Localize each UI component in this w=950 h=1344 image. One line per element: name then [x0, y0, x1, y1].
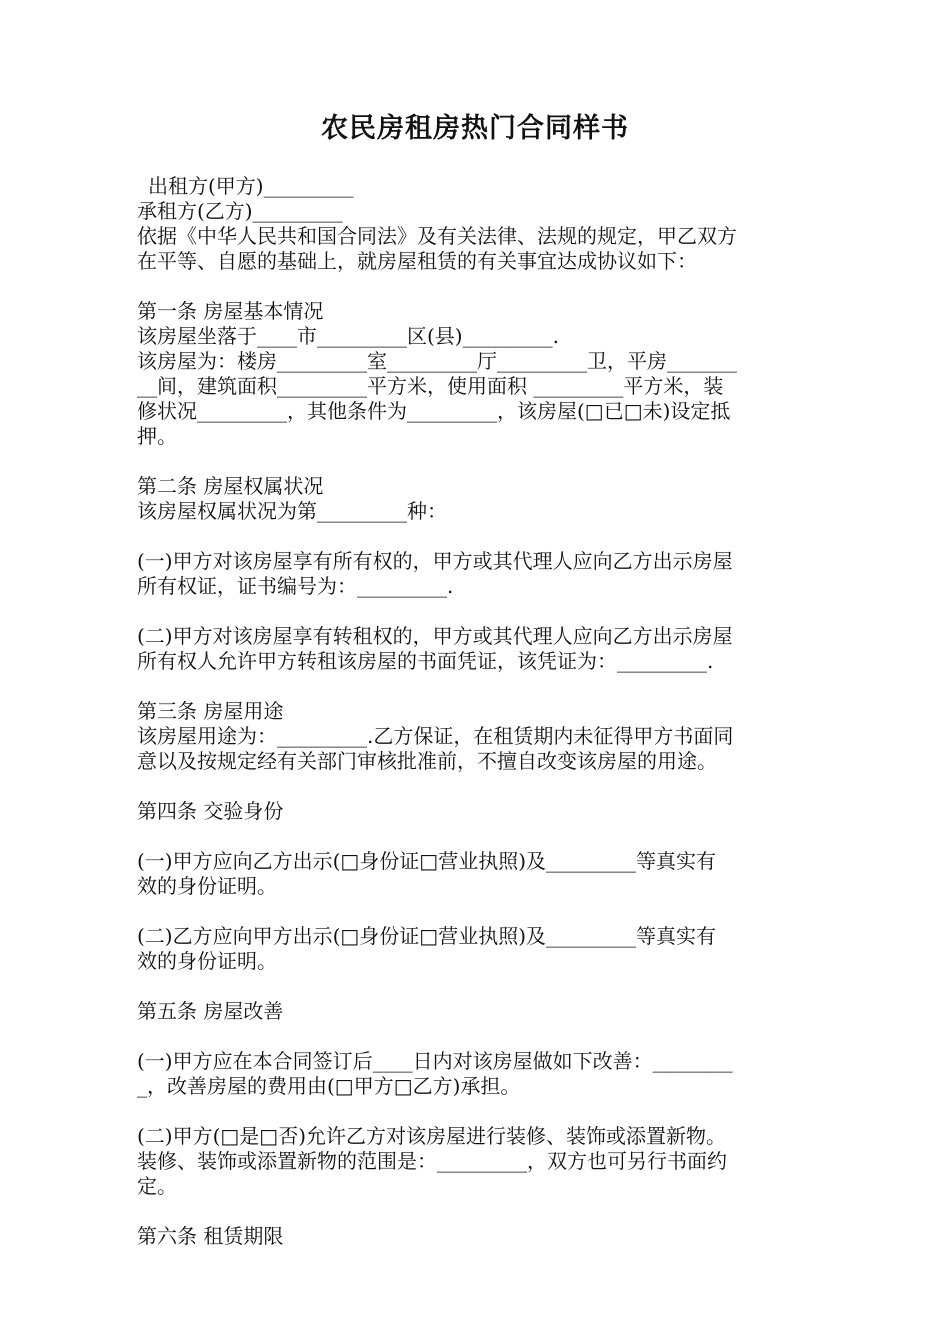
- article-2-item-2-line-1: (二)甲方对该房屋享有转租权的，甲方或其代理人应向乙方出示房屋: [137, 624, 733, 648]
- preamble-line-1: 依据《中华人民共和国合同法》及有关法律、法规的规定，甲乙双方: [137, 224, 737, 248]
- article-2-heading: 第二条 房屋权属状况: [137, 474, 324, 498]
- article-6-heading: 第六条 租赁期限: [137, 1224, 284, 1248]
- article-2-item-1-line-1: (一)甲方对该房屋享有所有权的，甲方或其代理人应向乙方出示房屋: [137, 549, 733, 573]
- blank-line: [137, 824, 817, 849]
- article-3-heading: 第三条 房屋用途: [137, 699, 284, 723]
- blank-line: [137, 449, 817, 474]
- article-1-line-4: 修状况_________，其他条件为_________，该房屋(□已□未)设定抵: [137, 399, 731, 423]
- article-1-line-1: 该房屋坐落于____市_________区(县)_________.: [137, 324, 559, 348]
- blank-line: [137, 274, 817, 299]
- blank-line: [137, 1099, 817, 1124]
- blank-line: [137, 599, 817, 624]
- document-title: 农民房租房热门合同样书: [321, 113, 629, 144]
- article-1-line-2: 该房屋为：楼房_________室_________厅_________卫，平房_______: [137, 349, 737, 373]
- blank-line: [137, 974, 817, 999]
- blank-line: [137, 774, 817, 799]
- article-5-heading: 第五条 房屋改善: [137, 999, 284, 1023]
- article-2-item-2-line-2: 所有权人允许甲方转租该房屋的书面凭证，该凭证为：_________.: [137, 649, 714, 673]
- article-2-line-1: 该房屋权属状况为第_________种：: [137, 499, 447, 523]
- article-5-item-2-line-1: (二)甲方(□是□否)允许乙方对该房屋进行装修、装饰或添置新物。: [137, 1124, 727, 1148]
- article-5-item-1-line-2: _，改善房屋的费用由(□甲方□乙方)承担。: [137, 1074, 521, 1098]
- article-1-line-5: 押。: [137, 424, 177, 448]
- blank-line: [137, 524, 817, 549]
- article-3-line-2: 意以及按规定经有关部门审核批准前，不擅自改变该房屋的用途。: [137, 749, 717, 773]
- article-4-heading: 第四条 交验身份: [137, 799, 284, 823]
- article-4-item-2-line-1: (二)乙方应向甲方出示(□身份证□营业执照)及_________等真实有: [137, 924, 717, 948]
- lessor-line: 出租方(甲方)_________: [148, 174, 354, 198]
- article-4-item-1-line-2: 效的身份证明。: [137, 874, 277, 898]
- article-4-item-1-line-1: (一)甲方应向乙方出示(□身份证□营业执照)及_________等真实有: [137, 849, 717, 873]
- article-1-heading: 第一条 房屋基本情况: [137, 299, 324, 323]
- blank-line: [137, 674, 817, 699]
- blank-line: [137, 899, 817, 924]
- article-5-item-2-line-3: 定。: [137, 1174, 177, 1198]
- document-body: [137, 174, 817, 1249]
- article-2-item-1-line-2: 所有权证，证书编号为：_________.: [137, 574, 454, 598]
- article-4-item-2-line-2: 效的身份证明。: [137, 949, 277, 973]
- lessee-line: 承租方(乙方)_________: [137, 199, 343, 223]
- blank-line: [137, 1199, 817, 1224]
- blank-line: [137, 1024, 817, 1049]
- article-3-line-1: 该房屋用途为：_________.乙方保证，在租赁期内未征得甲方书面同: [137, 724, 734, 748]
- article-5-item-1-line-1: (一)甲方应在本合同签订后____日内对该房屋做如下改善：________: [137, 1049, 733, 1073]
- article-5-item-2-line-2: 装修、装饰或添置新物的范围是：_________，双方也可另行书面约: [137, 1149, 727, 1173]
- preamble-line-2: 在平等、自愿的基础上，就房屋租赁的有关事宜达成协议如下：: [137, 249, 697, 273]
- article-1-line-3: __间，建筑面积_________平方米，使用面积 _________平方米，装: [137, 374, 724, 398]
